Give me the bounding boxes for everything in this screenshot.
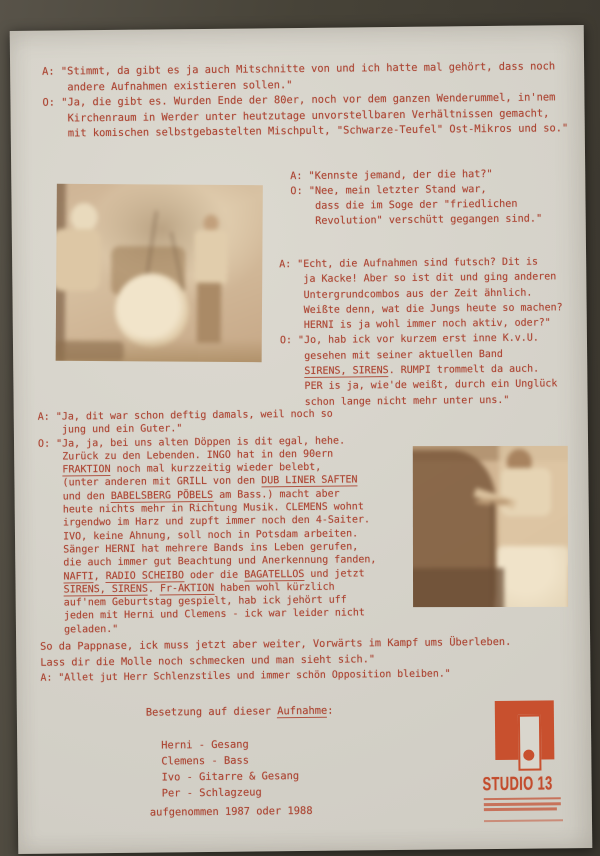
dialogue-block-2: A: "Kennste jemand, der die hat?" O: "Nee, mein letzter Stand war, dass die im Soge der "friedlichen Revolution" verschütt gegangen sind."	[290, 168, 543, 228]
credits-heading: Besetzung auf dieser Aufnahme:	[145, 704, 334, 719]
photo-band-rehearsal	[56, 184, 263, 362]
logo-fine-print-lines	[484, 797, 561, 813]
closing-line: A: "Allet jut Herr Schlenzstiles und immer schön Opposition bleiben."	[40, 668, 451, 684]
closing-paragraph: So da Pappnase, ick muss jetzt aber weiter, Vorwärts im Kampf ums Überleben. Lass dir die Molle noch schmecken und man sieht sich."	[40, 635, 512, 669]
studio13-logo-title: STUDIO 13	[482, 773, 553, 795]
floor-drum	[497, 545, 568, 607]
drummer-figure	[70, 202, 97, 231]
studio13-logo-slot-icon	[518, 715, 542, 771]
logo-fine-print-rule	[484, 819, 563, 821]
photo-drummer-content	[413, 446, 568, 607]
dialogue-block-3: A: "Echt, die Aufnahmen sind futsch? Dit is ja Kacke! Aber so ist dit und ging anderen Untergrundcombos aus der Zeit ähnlich. Weißte denn, wat die Jungs heute so machen? HERNI is ja wohl immer noch aktiv, oder?" O: "Jo, hab ick vor kurzem erst inne K.v.U. gesehen mit seiner aktuellen Band SIRENS, SIRENS. RUMPI trommelt da auch. PER is ja, wie'de weißt, durch ein Unglück schon lange nicht mehr unter uns."	[279, 256, 563, 408]
studio13-logo-dot-icon	[523, 750, 534, 761]
dialogue-block-1: A: "Stimmt, da gibt es ja auch Mitschnitte von und ich hatte mal gehört, dass noch andere Aufnahmen existieren sollen." O: "Ja, die gibt es. Wurden Ende der 80er, noch vor dem ganzen Wenderummel, in'nem Kirchenraum in Werder unter heutzutage unvorstellbaren Verhältnissen gemacht, mit komischen selbstgebastelten Mischpult, "Schwarze-Teufel" Ost-Mikros und so."	[42, 60, 569, 141]
recording-date-note: aufgenommen 1987 oder 1988	[149, 804, 313, 819]
scanned-page	[10, 25, 593, 854]
photo-drummer	[413, 446, 568, 607]
studio13-logo	[481, 697, 595, 843]
photo-band-rehearsal-content	[56, 184, 263, 362]
dialogue-block-4: A: "Ja, dit war schon deftig damals, weil noch so jung und ein Guter." O: "Ja, ja, bei uns alten Döppen is dit egal, hehe. Zurück zu den Lebenden. INGO hat in den 90ern FRAKTION noch mal kurzzeitig wieder belebt, (unter anderen mit GRILL von den DUB LINER SAFTEN und den BABELSBERG PÖBELS am Bass.) macht aber heute nichts mehr in Richtung Musik. CLEMENS wohnt irgendwo im Harz und zupft immer noch den 4-Saiter. IVO, keine Ahnung, soll noch in Potsdam arbeiten. Sänger HERNI hat mehrere Bands ins Leben gerufen, die auch immer gut Beachtung und Anerkennung fanden, NAFTI, RADIO SCHEIBO oder die BAGATELLOS und jetzt SIRENS, SIRENS. Fr-AKTION haben wohl kürzlich auf'nem Geburtstag gespielt, hab ick jehört uff jeden mit Herni und Clemens - ick war leider nicht geladen."	[37, 408, 377, 636]
credits-member-list: Herni - Gesang Clemens - Bass Ivo - Gitarre & Gesang Per - Schlagzeug	[161, 738, 300, 800]
bass-drum	[115, 273, 190, 348]
